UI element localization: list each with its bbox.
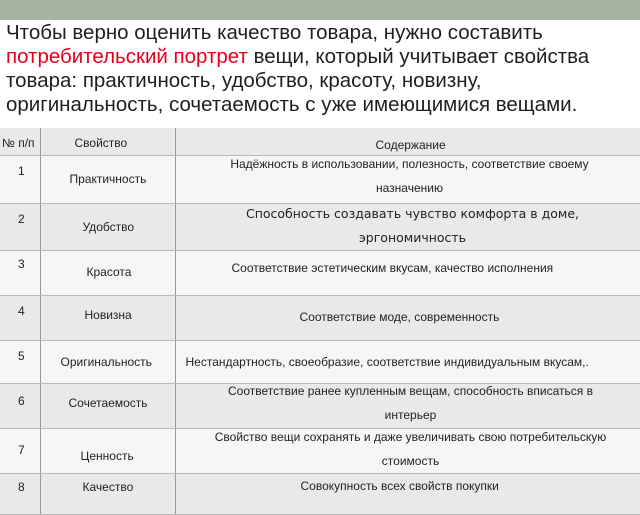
row-content: Свойство вещи сохранять и даже увеличивать свою потребительскую стоимость <box>214 430 607 468</box>
row-num: 4 <box>18 304 25 318</box>
row-num: 5 <box>18 349 25 363</box>
row-content: Способность создавать чувство комфорта в доме, эргономичность <box>245 206 580 245</box>
row-property: Практичность <box>69 172 147 186</box>
row-content: Соответствие эстетическим вкусам, качество исполнения <box>231 261 554 275</box>
header-num-label: № п/п <box>2 136 35 150</box>
row-content: Соответствие ранее купленным вещам, способность вписаться в интерьер <box>228 384 593 422</box>
header-content-label: Содержание <box>375 138 446 152</box>
table-row <box>0 251 640 296</box>
row-content: Нестандартность, своеобразие, соответствие индивидуальным вкусам,. <box>185 355 589 369</box>
row-num-cell <box>0 156 40 204</box>
row-num-cell <box>0 341 40 384</box>
row-content-cell <box>175 429 640 474</box>
header-property-label: Свойство <box>74 136 128 150</box>
row-content-cell <box>175 204 640 251</box>
row-property: Качество <box>82 480 134 494</box>
row-property-cell <box>40 251 175 296</box>
row-content-cell <box>175 474 640 515</box>
row-property: Сочетаемость <box>68 396 148 410</box>
table-row <box>0 341 640 384</box>
row-num-cell <box>0 429 40 474</box>
row-property-cell <box>40 296 175 341</box>
table-row <box>0 429 640 474</box>
row-content-cell <box>175 341 640 384</box>
row-num-cell <box>0 251 40 296</box>
row-property: Красота <box>86 265 132 279</box>
row-content-cell <box>175 296 640 341</box>
row-property-cell <box>40 429 175 474</box>
row-num-cell <box>0 384 40 429</box>
heading-highlight: потребительский портрет <box>6 45 248 68</box>
row-property-cell <box>40 156 175 204</box>
row-property-cell <box>40 384 175 429</box>
row-property: Оригинальность <box>60 355 152 369</box>
row-property-cell <box>40 341 175 384</box>
row-num: 1 <box>18 164 25 178</box>
properties-table <box>0 128 640 515</box>
heading-text-2: вещи, который учитывает свойства товара: практичность, удобство, красоту, новизну, оригинальность, сочетаемость с уже имеющимися вещами. <box>6 45 590 116</box>
row-num-cell <box>0 204 40 251</box>
row-content: Соответствие моде, современность <box>299 310 500 324</box>
table-row <box>0 296 640 341</box>
row-num-cell <box>0 296 40 341</box>
row-content-cell <box>175 251 640 296</box>
row-num: 8 <box>18 480 25 494</box>
row-property-cell <box>40 204 175 251</box>
row-num: 3 <box>18 257 25 271</box>
row-num: 2 <box>18 212 25 226</box>
table-row <box>0 204 640 251</box>
row-content-cell <box>175 156 640 204</box>
heading-text-1: Чтобы верно оценить качество товара, нужно составить <box>6 21 543 44</box>
row-content-cell <box>175 384 640 429</box>
header-num <box>0 128 40 156</box>
top-band <box>0 0 640 20</box>
row-property: Ценность <box>80 449 134 463</box>
table-row <box>0 384 640 429</box>
table-row <box>0 474 640 515</box>
row-num-cell <box>0 474 40 515</box>
row-content: Совокупность всех свойств покупки <box>300 479 499 493</box>
header-property <box>40 128 175 156</box>
row-property: Удобство <box>82 220 135 234</box>
row-content: Надёжность в использовании, полезность, соответствие своему назначению <box>230 157 589 195</box>
table-row <box>0 156 640 204</box>
row-num: 7 <box>18 443 25 457</box>
row-num: 6 <box>18 394 25 408</box>
row-property: Новизна <box>84 308 132 322</box>
row-property-cell <box>40 474 175 515</box>
heading-paragraph <box>6 21 634 117</box>
